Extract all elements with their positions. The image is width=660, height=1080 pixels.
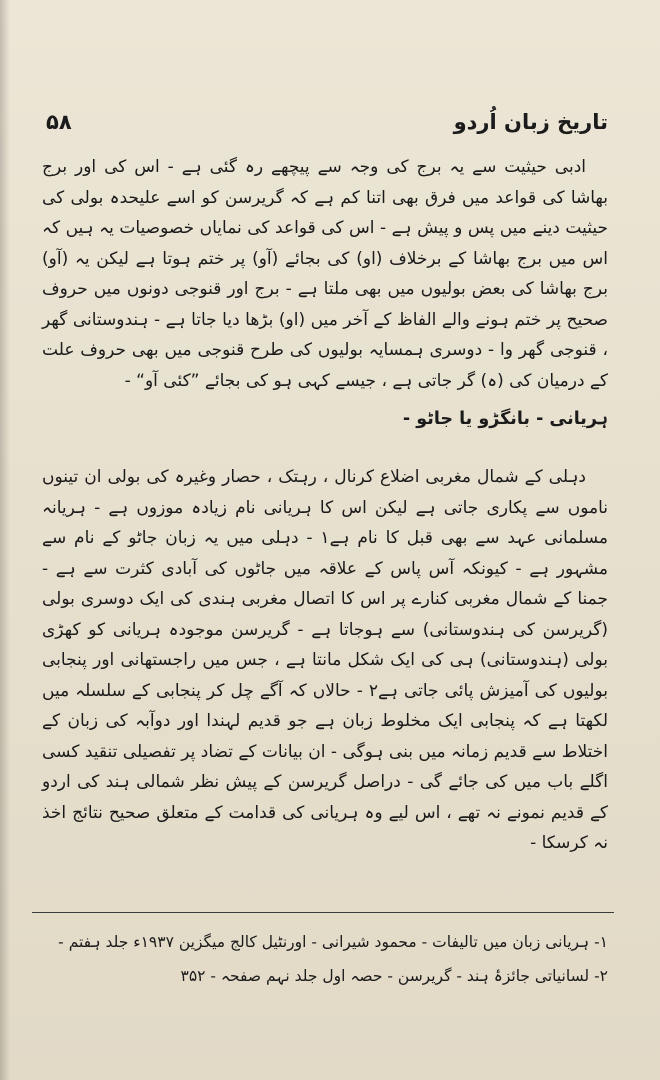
- paragraph-haryani: دہلی کے شمال مغربی اضلاع کرنال ، رہتک ، حصار وغیرہ کی بولی ان تینوں ناموں سے پکاری جاتی ہے لیکن اس کا ہریانی نام زیادہ موزوں ہے - ہریانہ مسلمانی عہد سے بھی قبل کا نام ہے۱ - دہلی میں یہ زبان جاٹو کے نام سے مشہور ہے - کیونکہ آس پاس کے علاقہ میں جاٹوں کی آبادی کثرت سے ہے - جمنا کے شمال مغربی کنارے پر اس کا اتصال مغربی ہندی کی ایک دوسری بولی (گریرسن کی ہندوستانی) سے ہوجاتا ہے - گریرسن موجودہ ہریانی کو کھڑی بولی (ہندوستانی) ہی کی ایک شکل مانتا ہے ، جس میں راجستھانی اور پنجابی بولیوں کی آمیزش پائی جاتی ہے۲ - حالاں کہ آگے چل کر پنجابی کے سلسلہ میں لکھتا ہے کہ پنجابی ایک مخلوط زبان ہے جو قدیم لہندا اور دوآبہ کی زبان کے اختلاط سے قدیم زمانہ میں بنی ہوگی - ان بیانات کے تضاد پر تفصیلی تنقید کسی اگلے باب میں کی جائے گی - دراصل گریرسن کے پیش نظر شمالی ہند کی اردو کے قدیم نمونے نہ تھے ، اس لیے وہ ہریانی کی قدامت کے متعلق صحیح نتائج اخذ نہ کرسکا -: [42, 467, 608, 853]
- page-number: ۵۸: [46, 110, 72, 134]
- footnotes: [38, 928, 608, 996]
- footnote-1: ۱- ہریانی زبان میں تالیفات - محمود شیرانی - اورنٹیل کالج میگزین ۱۹۳۷ء جلد ہفتم -: [58, 933, 608, 951]
- footnote-2: ۲- لسانیاتی جائزۂ ہند - گریرسن - حصہ اول جلد نہم صفحہ - ۳۵۲: [180, 967, 608, 985]
- body-text: [42, 152, 608, 859]
- running-title: تاریخ زبان اُردو: [453, 110, 608, 134]
- page-header: [46, 110, 608, 144]
- section-heading: ہریانی - بانگڑو یا جاٹو -: [402, 409, 608, 429]
- paragraph-braj-comparison: ادبی حیثیت سے یہ برج کی وجہ سے پیچھے رہ گئی ہے - اس کی اور برج بھاشا کی قواعد میں فرق بھی اتنا کم ہے کہ گریرسن کو اسے علیحدہ بولی کی حیثیت دینے میں پس و پیش ہے - اس کی قواعد کی نمایاں خصوصیات یہ ہیں کہ اس میں برج بھاشا کے برخلاف (او) کی بجائے (آو) پر ختم ہوتا ہے لیکن یہ (آو) برج بھاشا کی بعض بولیوں میں بھی ملتا ہے - برج اور قنوجی دونوں میں حروف صحیح پر ختم ہونے والے الفاظ کے آخر میں (او) بڑھا دیا جاتا ہے - ہندوستانی گھر ، قنوجی گھر وا - دوسری ہمسایہ بولیوں کی طرح قنوجی میں بھی حروف علت کے درمیان کی (ہ) گر جاتی ہے ، جیسے کہی ہو کی بجائے ”کئی آو“ -: [42, 157, 608, 391]
- footnote-divider: [32, 912, 614, 913]
- page-edge-shadow: [0, 0, 10, 1080]
